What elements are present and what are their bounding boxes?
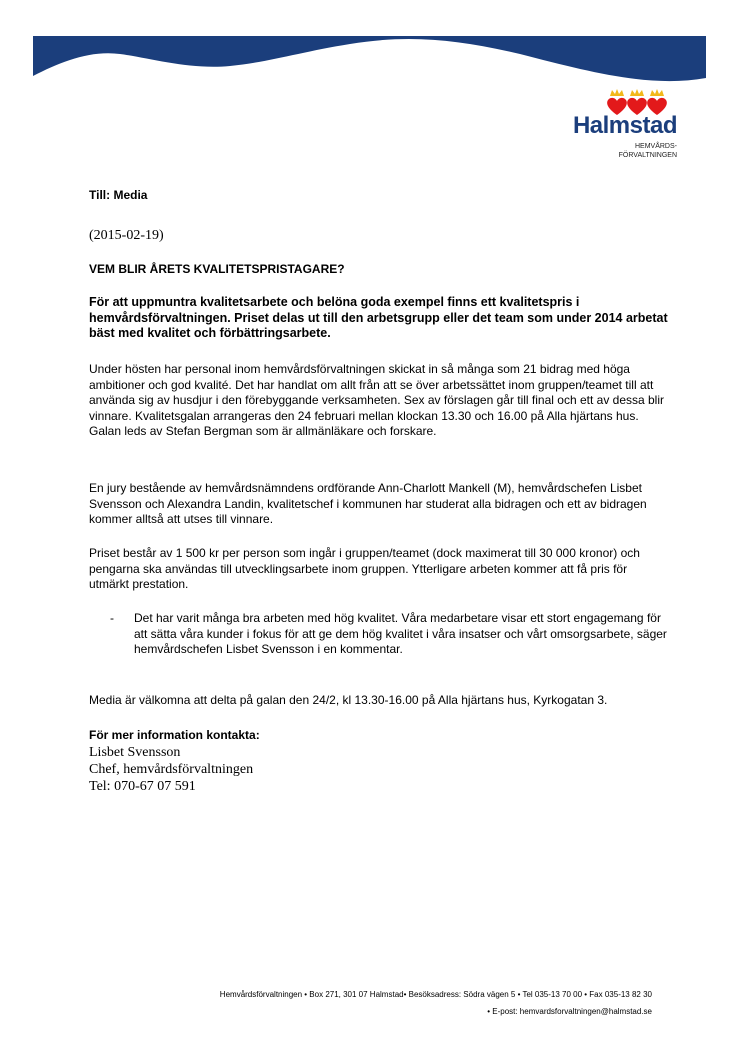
lead-paragraph: För att uppmuntra kvalitetsarbete och belöna goda exempel finns ett kvalitetspris i hemvårdsförvaltningen. Priset delas ut till den arbetsgrupp eller det team som under 2014 arbetat bäst med kvalitet och förbättringsarbete. [89, 295, 668, 340]
contact-phone: Tel: 070-67 07 591 [89, 779, 196, 794]
logo-subtitle [566, 142, 677, 160]
date-line: (2015-02-19) [89, 228, 164, 243]
body-paragraph-3: Priset består av 1 500 kr per person som ingår i gruppen/teamet (dock maximerat till 30 000 kronor) och pengarna ska användas till utvecklingsarbete inom gruppen. Ytterligare arbeten kommer att få pris för utmärkt prestation. [89, 546, 640, 591]
logo-subtitle-line1: HEMVÅRDS- [634, 143, 677, 150]
logo-wordmark: Halmstad [572, 112, 677, 139]
body-paragraph-2: En jury bestående av hemvårdsnämndens ordförande Ann-Charlott Mankell (M), hemvårdschefen Lisbet Svensson och Alexandra Landin, kvalitetschef i kommunen har studerat alla bidragen och ett av bidragen kommer alltså att utses till vinnare. [89, 481, 647, 526]
contact-title: Chef, hemvårdsförvaltningen [89, 762, 254, 777]
contact-block [89, 744, 253, 795]
halmstad-logo [566, 88, 686, 178]
footer-address: Hemvårdsförvaltningen • Box 271, 301 07 Halmstad• Besöksadress: Södra vägen 5 • Tel 035-13 70 00 • Fax 035-13 82 30 [219, 990, 652, 999]
headline: VEM BLIR ÅRETS KVALITETSPRISTAGARE? [89, 262, 345, 276]
body-paragraph-1: Under hösten har personal inom hemvårdsförvaltningen skickat in så många som 21 bidrag med höga ambitioner och god kvalité. Det har handlat om allt från att se över arbetssättet inom gruppen/teamet till att använda sig av husdjur i den förebyggande verksamheten. Sex av förslagen går till final och ett av dessa blir vinnare. Kvalitetsgalan arrangeras den 24 februari mellan klockan 13.30 och 16.00 på Alla hjärtans hus. Galan leds av Stefan Bergman som är allmänläkare och forskare. [89, 362, 665, 438]
quote-dash: - [110, 611, 114, 625]
contact-name: Lisbet Svensson [89, 745, 181, 760]
quote-block [110, 611, 670, 658]
header-wave [0, 0, 746, 90]
recipient-line: Till: Media [89, 188, 148, 202]
header-wave-shape [33, 36, 706, 81]
body-paragraph-4: Media är välkomna att delta på galan den 24/2, kl 13.30-16.00 på Alla hjärtans hus, Kyrkogatan 3. [89, 693, 608, 707]
crown-icon [610, 89, 664, 96]
quote-text: Det har varit många bra arbeten med hög kvalitet. Våra medarbetare visar ett stort engagemang för att sätta våra kunder i fokus för att ge dem hög kvalitet i våra insatser och vårt omsorgsarbete, säger hemvårdschefen Lisbet Svensson i en kommentar. [134, 611, 667, 656]
contact-heading: För mer information kontakta: [89, 728, 260, 742]
logo-subtitle-line2: FÖRVALTNINGEN [618, 152, 677, 159]
footer-email: • E-post: hemvardsforvaltningen@halmstad.se [487, 1007, 652, 1016]
